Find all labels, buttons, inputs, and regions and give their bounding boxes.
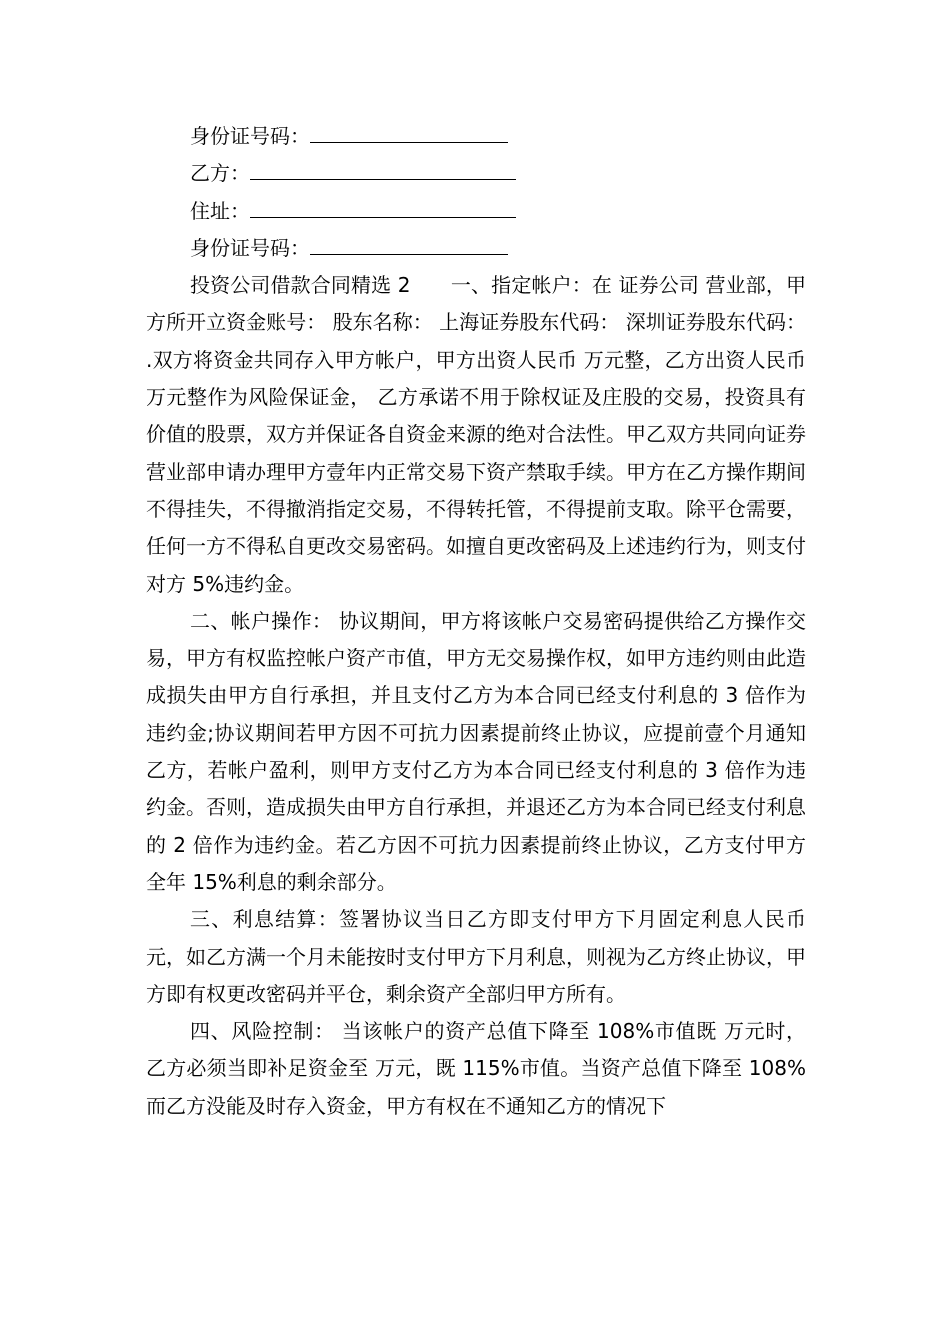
id-number-blank[interactable] xyxy=(310,124,508,143)
party-b-field xyxy=(146,155,806,192)
id-number-field-party-b xyxy=(146,230,806,267)
id-number-label: 身份证号码： xyxy=(190,235,310,260)
id-number-label: 身份证号码： xyxy=(190,124,310,148)
address-blank[interactable] xyxy=(250,199,516,218)
address-label: 住址： xyxy=(190,198,250,223)
paragraph-designated-account: 投资公司借款合同精选 2 一、指定帐户：在 证券公司 营业部，甲方所开立资金账号： 股东名称： 上海证券股东代码： 深圳证券股东代码： .双方将资金共同存入甲方帐户，甲方出资人民币 万元整，乙方出资人民币 万元整作为风险保证金， 乙方承诺不用于除权证及庄股的交易，投资具有价值的股票，双方并保证各自资金来源的绝对合法性。甲乙双方共同向证券营业部申请办理甲方壹年内正常交易下资产禁取手续。甲方在乙方操作期间不得挂失，不得撤消指定交易，不得转托管，不得提前支取。除平仓需要，任何一方不得私自更改交易密码。如擅自更改密码及上述违约行为，则支付对方 5%违约金。 xyxy=(146,273,806,596)
id-number-field-party-a xyxy=(146,118,806,155)
address-field xyxy=(146,193,806,230)
paragraph-account-operation: 二、帐户操作： 协议期间，甲方将该帐户交易密码提供给乙方操作交易，甲方有权监控帐户资产市值，甲方无交易操作权，如甲方违约则由此造成损失由甲方自行承担，并且支付乙方为本合同已经支付利息的 3 倍作为违约金;协议期间若甲方因不可抗力因素提前终止协议，应提前壹个月通知乙方，若帐户盈利，则甲方支付乙方为本合同已经支付利息的 3 倍作为违约金。否则，造成损失由甲方自行承担，并退还乙方为本合同已经支付利息的 2 倍作为违约金。若乙方因不可抗力因素提前终止协议，乙方支付甲方全年 15%利息的剩余部分。 xyxy=(146,608,806,894)
id-number-blank[interactable] xyxy=(310,236,508,255)
party-b-blank[interactable] xyxy=(250,161,516,180)
party-b-label: 乙方： xyxy=(190,161,250,186)
paragraph-interest-settlement: 三、利息结算：签署协议当日乙方即支付甲方下月固定利息人民币 元，如乙方满一个月未能按时支付甲方下月利息，则视为乙方终止协议，甲方即有权更改密码并平仓，剩余资产全部归甲方所有。 xyxy=(146,907,806,1006)
paragraph-risk-control: 四、风险控制： 当该帐户的资产总值下降至 108%市值既 万元时，乙方必须当即补足资金至 万元，既 115%市值。当资产总值下降至 108%而乙方没能及时存入资金，甲方有权在不通知乙方的情况下 xyxy=(146,1019,806,1118)
document-page xyxy=(146,118,806,1125)
